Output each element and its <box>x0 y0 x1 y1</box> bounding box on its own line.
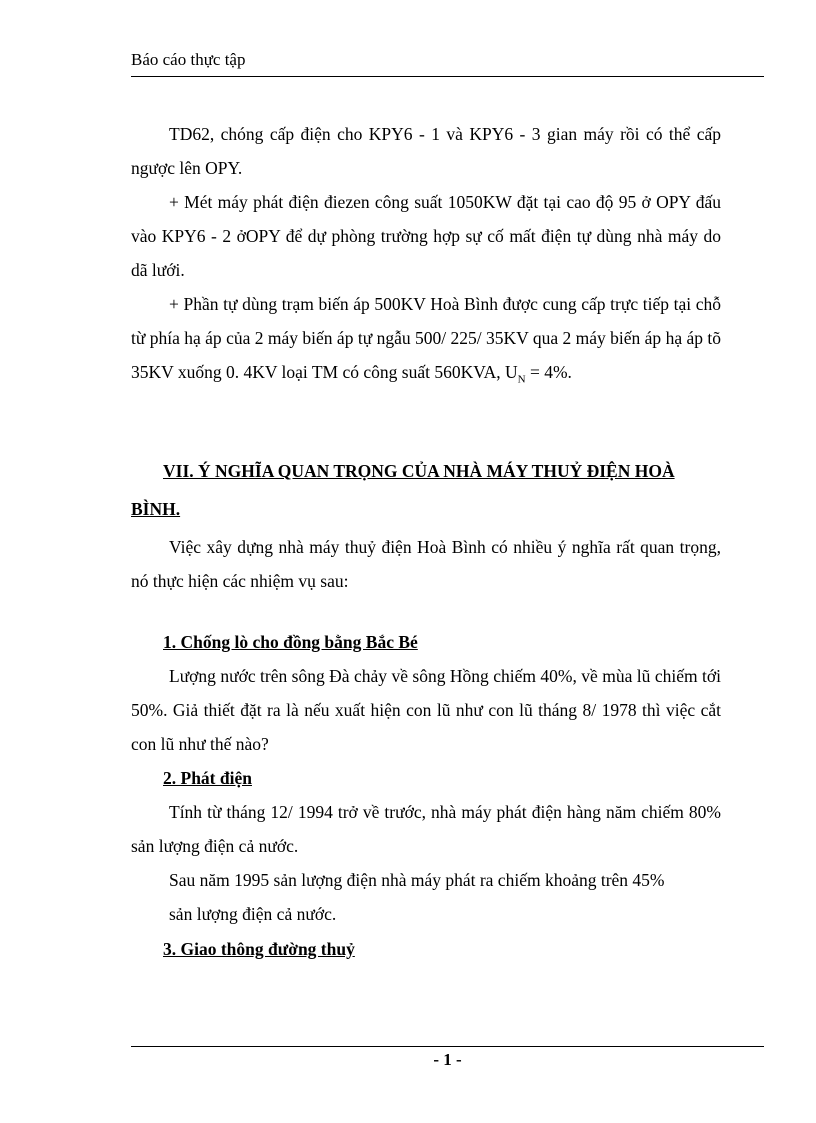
paragraph-1-text: TD62, chóng cấp điện cho KPY6 - 1 và KPY6 - 3 gian máy rồi có thể cấp ngược lên OPY. <box>131 124 721 178</box>
section-7-heading-line-2: BÌNH. <box>131 499 181 519</box>
subscript-n: N <box>517 373 526 386</box>
subsection-2-line-a: Sau năm 1995 sản lượng điện nhà máy phát ra chiếm khoảng trên 45% <box>169 870 665 890</box>
section-7-heading-line-1: VII. Ý NGHĨA QUAN TRỌNG CỦA NHÀ MÁY THUỶ ĐIỆN HOÀ <box>163 461 675 481</box>
subsection-2-text: Tính từ tháng 12/ 1994 trở về trước, nhà máy phát điện hàng năm chiếm 80% sản lượng điện cả nước. <box>131 802 721 856</box>
paragraph-3 <box>131 287 721 397</box>
subsection-1-paragraph <box>131 659 721 761</box>
header-rule <box>131 76 764 77</box>
subsection-1-text: Lượng nước trên sông Đà chảy về sông Hồng chiếm 40%, về mùa lũ chiếm tới 50%. Giả thiết đặt ra là nếu xuất hiện con lũ như con lũ tháng 8/ 1978 thì việc cắt con lũ như thế nào? <box>131 666 721 754</box>
section-7-heading <box>131 452 727 528</box>
paragraph-2 <box>131 185 721 287</box>
subsection-2-paragraph <box>131 795 721 863</box>
paragraph-1 <box>131 117 721 185</box>
paragraph-3-tail: = 4%. <box>525 362 572 382</box>
page-number: - 1 - <box>433 1050 462 1069</box>
paragraph-3-body: + Phần tự dùng trạm biến áp 500KV Hoà Bình được cung cấp trực tiếp tại chỗ từ phía hạ áp của 2 máy biến áp tự ngẫu 500/ 225/ 35KV qua 2 máy biến áp hạ áp tõ 35KV xuống 0. 4KV loại TM có công suất 560KVA, U <box>131 294 721 382</box>
subsection-2-extra <box>169 863 729 931</box>
subsection-2-line-b: sản lượng điện cả nước. <box>169 904 337 924</box>
footer-rule <box>131 1046 764 1047</box>
intro-text: Việc xây dựng nhà máy thuỷ điện Hoà Bình có nhiều ý nghĩa rất quan trọng, nó thực hiện các nhiệm vụ sau: <box>131 537 721 591</box>
subsection-3-heading: 3. Giao thông đường thuỷ <box>163 939 355 959</box>
paragraph-3-text <box>131 287 721 397</box>
subsection-2-heading: 2. Phát điện <box>163 768 252 788</box>
paragraph-2-text: + Mét máy phát điện điezen công suất 1050KW đặt tại cao độ 95 ở OPY đấu vào KPY6 - 2 ởOPY để dự phòng trường hợp sự cố mất điện tự dùng nhà máy do dã lưới. <box>131 192 721 280</box>
intro-paragraph <box>131 530 721 598</box>
subsection-1-heading: 1. Chống lò cho đồng bằng Bắc Bé <box>163 632 418 652</box>
running-header: Báo cáo thực tập <box>131 50 246 69</box>
